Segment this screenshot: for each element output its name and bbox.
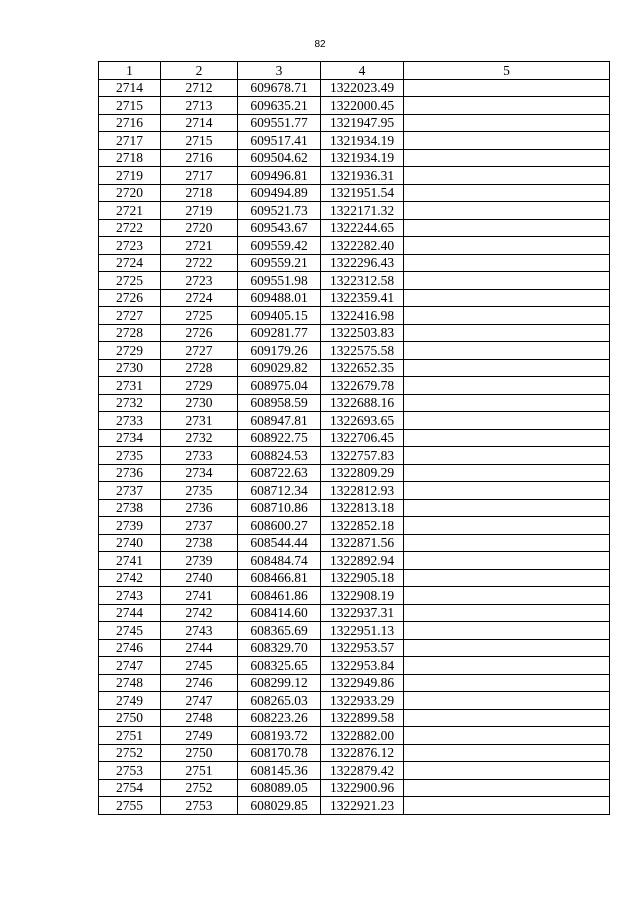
table-cell: 2722 [99,219,161,237]
table-cell: 609517.41 [238,132,321,150]
table-cell: 2738 [99,499,161,517]
table-cell: 2744 [161,639,238,657]
table-cell: 2746 [161,674,238,692]
table-cell: 609635.21 [238,97,321,115]
column-header: 4 [321,62,404,80]
table-cell [404,587,610,605]
table-cell [404,709,610,727]
table-cell: 2737 [99,482,161,500]
table-cell: 2748 [161,709,238,727]
page-number: 82 [314,39,326,50]
table-cell [404,797,610,815]
table-cell: 2734 [99,429,161,447]
table-cell [404,324,610,342]
table-cell: 1322282.40 [321,237,404,255]
table-cell: 608958.59 [238,394,321,412]
table-cell: 608089.05 [238,779,321,797]
table-cell: 609551.77 [238,114,321,132]
table-cell: 1322000.45 [321,97,404,115]
table-row [99,569,610,587]
coordinates-table [98,61,610,815]
table-cell: 2723 [99,237,161,255]
table-cell: 2742 [99,569,161,587]
table-cell: 2714 [99,79,161,97]
table-cell: 609504.62 [238,149,321,167]
table-row [99,202,610,220]
table-cell: 1322882.00 [321,727,404,745]
table-row [99,149,610,167]
table-cell: 2743 [99,587,161,605]
table-cell [404,517,610,535]
table-cell: 609488.01 [238,289,321,307]
table-cell: 608975.04 [238,377,321,395]
table-cell [404,114,610,132]
table-cell: 2728 [161,359,238,377]
table-row [99,324,610,342]
table-cell: 2718 [99,149,161,167]
table-cell: 2750 [161,744,238,762]
table-cell: 608414.60 [238,604,321,622]
table-cell [404,639,610,657]
table-cell: 1322503.83 [321,324,404,342]
table-cell: 1322953.57 [321,639,404,657]
table-cell [404,359,610,377]
table-cell: 2753 [99,762,161,780]
table-cell: 608544.44 [238,534,321,552]
table-cell [404,79,610,97]
table-cell [404,482,610,500]
table-cell: 1321936.31 [321,167,404,185]
table-cell [404,727,610,745]
table-cell [404,604,610,622]
table-cell: 609496.81 [238,167,321,185]
table-row [99,289,610,307]
table-cell: 608145.36 [238,762,321,780]
table-cell: 1322679.78 [321,377,404,395]
table-cell: 2732 [161,429,238,447]
table-cell: 609678.71 [238,79,321,97]
table-cell: 1322905.18 [321,569,404,587]
table-cell: 2740 [161,569,238,587]
table-cell: 1322171.32 [321,202,404,220]
table-cell: 608466.81 [238,569,321,587]
table-cell: 1322652.35 [321,359,404,377]
table-cell: 1322953.84 [321,657,404,675]
table-cell: 2722 [161,254,238,272]
table-cell: 609543.67 [238,219,321,237]
table-cell: 609559.42 [238,237,321,255]
table-cell: 1322908.19 [321,587,404,605]
table-row [99,499,610,517]
table-row [99,482,610,500]
table-cell: 2754 [99,779,161,797]
column-header: 5 [404,62,610,80]
table-row [99,674,610,692]
table-cell: 2736 [161,499,238,517]
table-cell: 2739 [99,517,161,535]
table-cell: 2727 [99,307,161,325]
table-cell: 1322688.16 [321,394,404,412]
table-cell: 608365.69 [238,622,321,640]
table-cell: 2751 [161,762,238,780]
table-cell: 2717 [99,132,161,150]
table-row [99,587,610,605]
table-row [99,727,610,745]
table-cell: 1322809.29 [321,464,404,482]
table-cell: 2744 [99,604,161,622]
table-cell [404,447,610,465]
table-cell: 1322023.49 [321,79,404,97]
table-cell: 2747 [161,692,238,710]
table-cell: 2726 [99,289,161,307]
table-row [99,272,610,290]
table-cell: 2730 [99,359,161,377]
table-cell [404,184,610,202]
table-row [99,762,610,780]
table-cell: 1321934.19 [321,149,404,167]
table-cell: 2731 [161,412,238,430]
table-row [99,779,610,797]
table-cell: 1322416.98 [321,307,404,325]
table-cell: 2719 [99,167,161,185]
table-cell: 2742 [161,604,238,622]
table-cell [404,692,610,710]
table-cell: 2729 [161,377,238,395]
table-cell: 609405.15 [238,307,321,325]
table-cell: 2750 [99,709,161,727]
table-row [99,167,610,185]
table-cell: 2745 [99,622,161,640]
table-cell: 2715 [99,97,161,115]
table-cell: 2725 [99,272,161,290]
table-cell: 1322812.93 [321,482,404,500]
table-cell: 1322312.58 [321,272,404,290]
table-cell [404,202,610,220]
table-cell: 608329.70 [238,639,321,657]
table-cell: 2712 [161,79,238,97]
table-cell: 2737 [161,517,238,535]
table-cell: 2748 [99,674,161,692]
table-cell: 2734 [161,464,238,482]
table-cell: 1322813.18 [321,499,404,517]
table-row [99,622,610,640]
table-row [99,394,610,412]
table-cell: 2738 [161,534,238,552]
table-cell [404,744,610,762]
table-cell: 1322359.41 [321,289,404,307]
table-cell: 2721 [161,237,238,255]
table-cell: 609179.26 [238,342,321,360]
table-cell: 608824.53 [238,447,321,465]
table-cell: 608265.03 [238,692,321,710]
table-row [99,429,610,447]
table-cell [404,569,610,587]
column-header: 1 [99,62,161,80]
table-cell [404,342,610,360]
table-cell: 2725 [161,307,238,325]
table-cell: 2717 [161,167,238,185]
table-cell: 1322876.12 [321,744,404,762]
table-cell: 609551.98 [238,272,321,290]
table-row [99,534,610,552]
table-cell: 2724 [99,254,161,272]
table-cell: 1322933.29 [321,692,404,710]
table-row [99,744,610,762]
table-cell: 1322921.23 [321,797,404,815]
table-cell: 2729 [99,342,161,360]
table-row [99,552,610,570]
table-cell [404,499,610,517]
table-row [99,604,610,622]
table-cell [404,97,610,115]
table-cell [404,237,610,255]
table-row [99,114,610,132]
table-cell [404,622,610,640]
table-row [99,254,610,272]
table-cell [404,464,610,482]
table-cell: 1321947.95 [321,114,404,132]
table-cell: 609281.77 [238,324,321,342]
table-cell [404,167,610,185]
table-cell: 2727 [161,342,238,360]
table-cell: 1322575.58 [321,342,404,360]
table-cell: 2749 [161,727,238,745]
table-cell: 2751 [99,727,161,745]
table-cell: 2718 [161,184,238,202]
table-cell: 2720 [161,219,238,237]
table-row [99,657,610,675]
table-cell: 2723 [161,272,238,290]
table-cell [404,762,610,780]
table-cell: 2741 [99,552,161,570]
table-cell: 2741 [161,587,238,605]
table-row [99,359,610,377]
table-cell: 2733 [99,412,161,430]
table-body [99,79,610,814]
table-cell: 2716 [99,114,161,132]
table-cell: 2745 [161,657,238,675]
table-cell: 1322951.13 [321,622,404,640]
table-cell: 1321934.19 [321,132,404,150]
table-cell [404,429,610,447]
table-cell: 2724 [161,289,238,307]
table-cell [404,307,610,325]
table-cell [404,219,610,237]
table-cell: 2721 [99,202,161,220]
table-cell [404,534,610,552]
table-cell: 1322949.86 [321,674,404,692]
table-cell: 2752 [99,744,161,762]
table-cell: 1322706.45 [321,429,404,447]
table-cell: 608170.78 [238,744,321,762]
table-cell: 608710.86 [238,499,321,517]
table-cell: 608299.12 [238,674,321,692]
table-cell: 2732 [99,394,161,412]
table-cell: 2735 [99,447,161,465]
table-row [99,79,610,97]
table-cell: 608600.27 [238,517,321,535]
table-cell: 2743 [161,622,238,640]
table-row [99,692,610,710]
table-cell: 2736 [99,464,161,482]
table-cell [404,779,610,797]
table-cell: 1322296.43 [321,254,404,272]
table-cell: 2733 [161,447,238,465]
table-cell: 609559.21 [238,254,321,272]
table-cell: 2719 [161,202,238,220]
table-cell: 2715 [161,132,238,150]
table-cell: 2752 [161,779,238,797]
table-cell [404,132,610,150]
table-row [99,464,610,482]
table-cell: 608947.81 [238,412,321,430]
table-row [99,377,610,395]
table-cell: 2735 [161,482,238,500]
table-row [99,132,610,150]
table-cell: 1322757.83 [321,447,404,465]
table-row [99,342,610,360]
table-header-row [99,62,610,80]
table-cell: 608193.72 [238,727,321,745]
table-cell: 2753 [161,797,238,815]
table-cell: 1322852.18 [321,517,404,535]
table-cell: 1322892.94 [321,552,404,570]
table-row [99,307,610,325]
table-cell: 1322937.31 [321,604,404,622]
table-cell: 2714 [161,114,238,132]
table-row [99,237,610,255]
table-cell [404,674,610,692]
table-row [99,184,610,202]
column-header: 3 [238,62,321,80]
table-row [99,517,610,535]
table-row [99,412,610,430]
table-cell [404,289,610,307]
table-row [99,709,610,727]
table-cell: 608029.85 [238,797,321,815]
table-cell: 2740 [99,534,161,552]
table-cell: 608325.65 [238,657,321,675]
table-cell: 608461.86 [238,587,321,605]
column-header: 2 [161,62,238,80]
table-cell [404,149,610,167]
table-cell [404,552,610,570]
table-cell: 608712.34 [238,482,321,500]
table-cell: 1322900.96 [321,779,404,797]
table-cell: 609029.82 [238,359,321,377]
table-cell: 2746 [99,639,161,657]
table-row [99,97,610,115]
table-cell: 608722.63 [238,464,321,482]
table-cell: 2755 [99,797,161,815]
table-cell: 1322879.42 [321,762,404,780]
table-cell: 1322871.56 [321,534,404,552]
table-cell: 609494.89 [238,184,321,202]
table-cell [404,272,610,290]
table-cell: 2747 [99,657,161,675]
table-cell: 608484.74 [238,552,321,570]
table-cell: 1322899.58 [321,709,404,727]
table-cell: 2716 [161,149,238,167]
table-cell: 2720 [99,184,161,202]
table-cell [404,394,610,412]
table-cell [404,377,610,395]
table-cell: 609521.73 [238,202,321,220]
table-cell: 608922.75 [238,429,321,447]
table-row [99,219,610,237]
table-cell: 608223.26 [238,709,321,727]
table-cell: 2726 [161,324,238,342]
table-cell [404,254,610,272]
table-row [99,639,610,657]
table-row [99,797,610,815]
table-cell: 1322244.65 [321,219,404,237]
table-cell: 2730 [161,394,238,412]
table-cell: 2713 [161,97,238,115]
table-row [99,447,610,465]
table-cell: 2728 [99,324,161,342]
table-cell: 2731 [99,377,161,395]
table-cell [404,412,610,430]
table-cell [404,657,610,675]
table-cell: 2749 [99,692,161,710]
table-cell: 1321951.54 [321,184,404,202]
table-cell: 1322693.65 [321,412,404,430]
table-cell: 2739 [161,552,238,570]
